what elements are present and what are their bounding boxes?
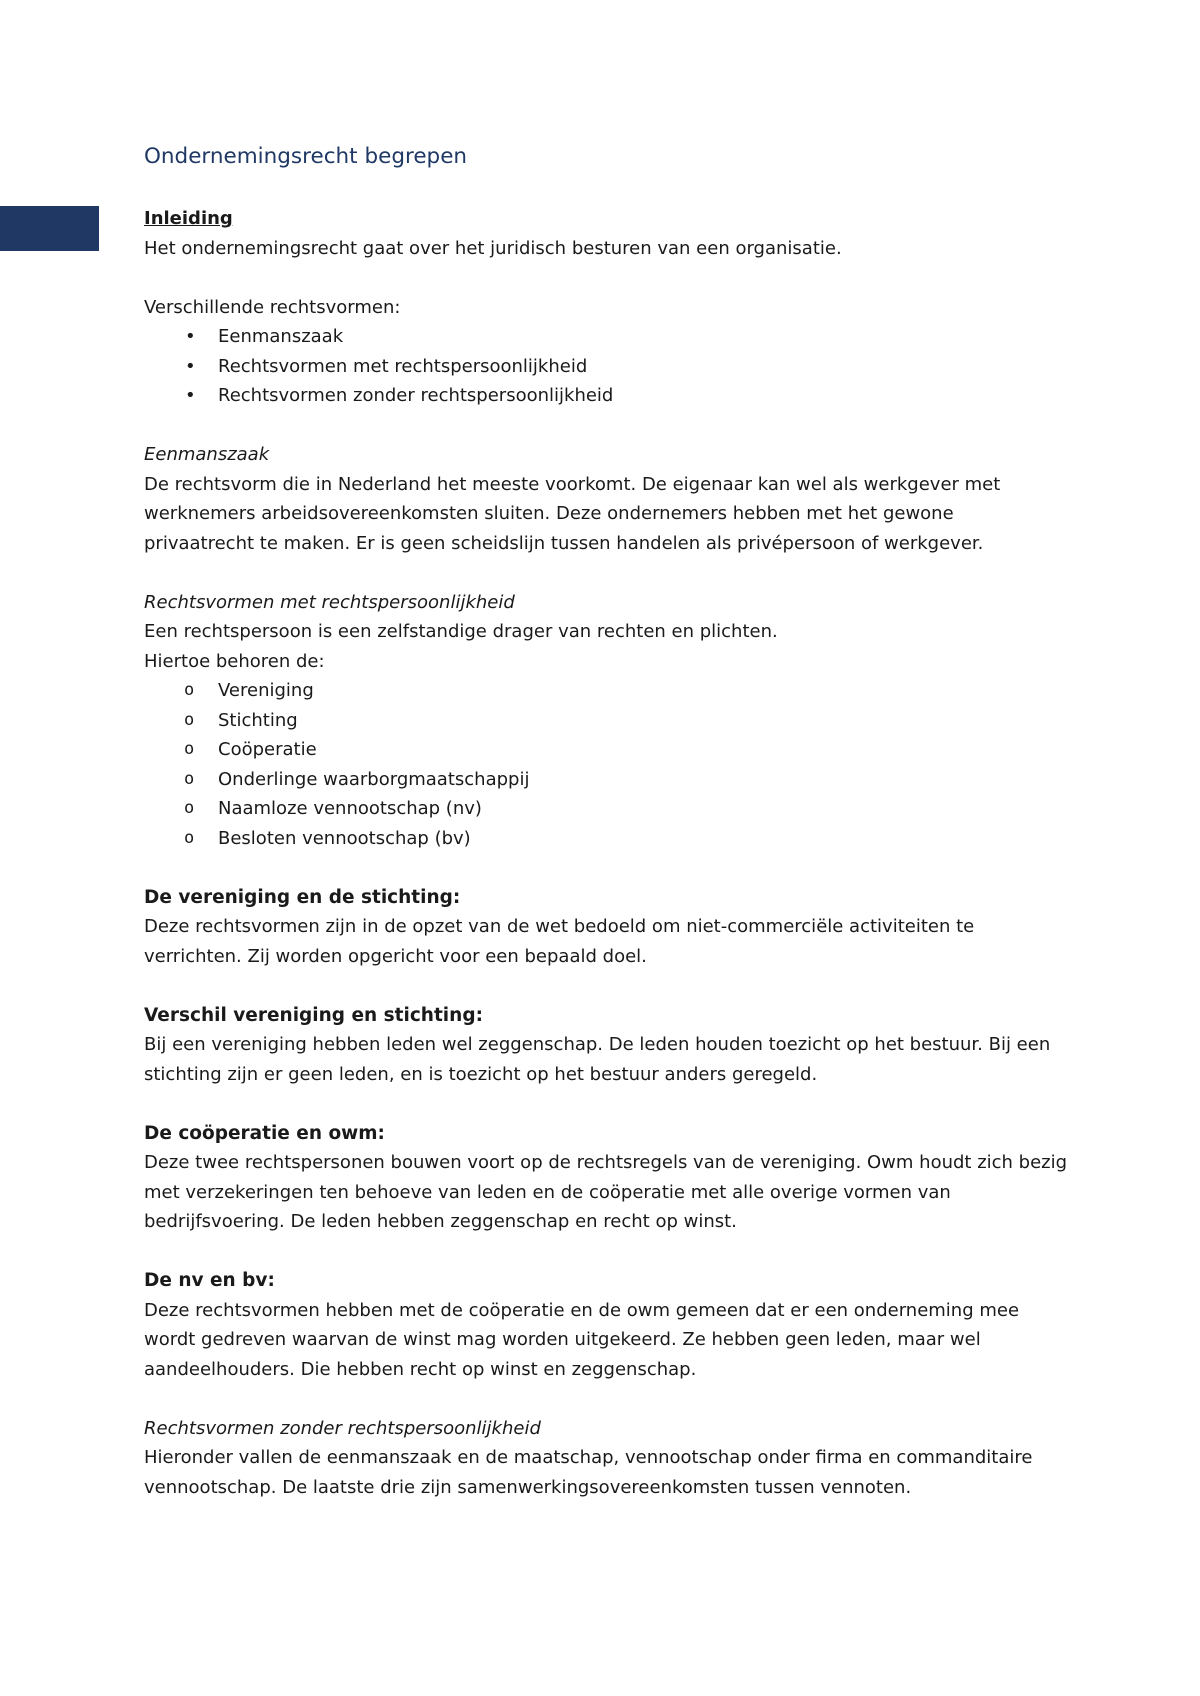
list-item: o Coöperatie [144,735,1074,765]
paragraph-line: vennootschap. De laatste drie zijn samenwerkingsovereenkomsten tussen vennoten. [144,1476,912,1498]
paragraph-line: Hiertoe behoren de: [144,650,325,672]
paragraph-line: Deze twee rechtspersonen bouwen voort op de rechtsregels van de vereniging. Owm houdt zich bezig [144,1152,1068,1173]
paragraph-line: aandeelhouders. Die hebben recht op winst en zeggenschap. [144,1358,697,1380]
bullet-icon: • [185,385,196,406]
list-item: • Rechtsvormen zonder rechtspersoonlijkheid [144,381,1074,411]
side-accent-bar [0,206,99,251]
verschil-heading: Verschil vereniging en stichting: [144,1004,483,1026]
paragraph-line: wordt gedreven waarvan de winst mag worden uitgekeerd. Ze hebben geen leden, maar wel [144,1329,981,1350]
paragraph-line: Bij een vereniging hebben leden wel zeggenschap. De leden houden toezicht op het bestuur. Bij een [144,1034,1051,1055]
circle-bullet-icon: o [184,827,195,848]
list-item: • Eenmanszaak [144,322,1074,352]
list-item: o Stichting [144,706,1074,736]
document-body [144,140,1074,1502]
paragraph-line: Een rechtspersoon is een zelfstandige drager van rechten en plichten. [144,621,778,642]
nv-bv-heading: De nv en bv: [144,1270,275,1291]
circle-bullet-icon: o [184,768,195,789]
list-item: o Naamloze vennootschap (nv) [144,794,1074,824]
vereniging-stichting-heading: De vereniging en de stichting: [144,886,461,908]
paragraph-line: stichting zijn er geen leden, en is toezicht op het bestuur anders geregeld. [144,1063,818,1085]
list-item: o Besloten vennootschap (bv) [144,824,1074,854]
paragraph-line: verrichten. Zij worden opgericht voor een bepaald doel. [144,945,647,967]
eenmanszaak-heading: Eenmanszaak [144,444,270,465]
circle-bullet-icon: o [184,709,195,730]
rechtsvormen-list [144,322,1074,411]
circle-bullet-icon: o [184,798,195,818]
circle-bullet-icon: o [184,739,195,759]
document-title: Ondernemingsrecht begrepen [144,144,468,169]
paragraph-line: Hieronder vallen de eenmanszaak en de maatschap, vennootschap onder firma en commanditaire [144,1447,1033,1468]
cooperatie-owm-heading: De coöperatie en owm: [144,1122,385,1144]
zonder-rechtspersoonlijkheid-heading: Rechtsvormen zonder rechtspersoonlijkheid [144,1417,541,1439]
circle-bullet-icon: o [184,680,195,700]
list-item: o Onderlinge waarborgmaatschappij [144,765,1074,795]
list-intro: Verschillende rechtsvormen: [144,296,401,318]
paragraph-line: De rechtsvorm die in Nederland het meeste voorkomt. De eigenaar kan wel als werkgever met [144,473,1001,495]
rechtspersonen-list [144,676,1074,853]
paragraph-line: met verzekeringen ten behoeve van leden en de coöperatie met alle overige vormen van [144,1181,951,1203]
bullet-icon: • [185,355,196,377]
met-rechtspersoonlijkheid-heading: Rechtsvormen met rechtspersoonlijkheid [144,591,515,613]
paragraph-line: privaatrecht te maken. Er is geen scheidslijn tussen handelen als privépersoon of werkgever. [144,532,984,554]
intro-text: Het ondernemingsrecht gaat over het juridisch besturen van een organisatie. [144,237,842,259]
list-item: o Vereniging [144,676,1074,706]
bullet-icon: • [185,326,196,347]
intro-heading: Inleiding [144,208,233,229]
paragraph-line: Deze rechtsvormen hebben met de coöperatie en de owm gemeen dat er een onderneming mee [144,1299,1020,1321]
paragraph-line: bedrijfsvoering. De leden hebben zeggenschap en recht op winst. [144,1211,737,1232]
paragraph-line: werknemers arbeidsovereenkomsten sluiten. Deze ondernemers hebben met het gewone [144,503,954,524]
list-item: • Rechtsvormen met rechtspersoonlijkheid [144,352,1074,382]
paragraph-line: Deze rechtsvormen zijn in de opzet van de wet bedoeld om niet-commerciële activiteiten te [144,916,975,937]
